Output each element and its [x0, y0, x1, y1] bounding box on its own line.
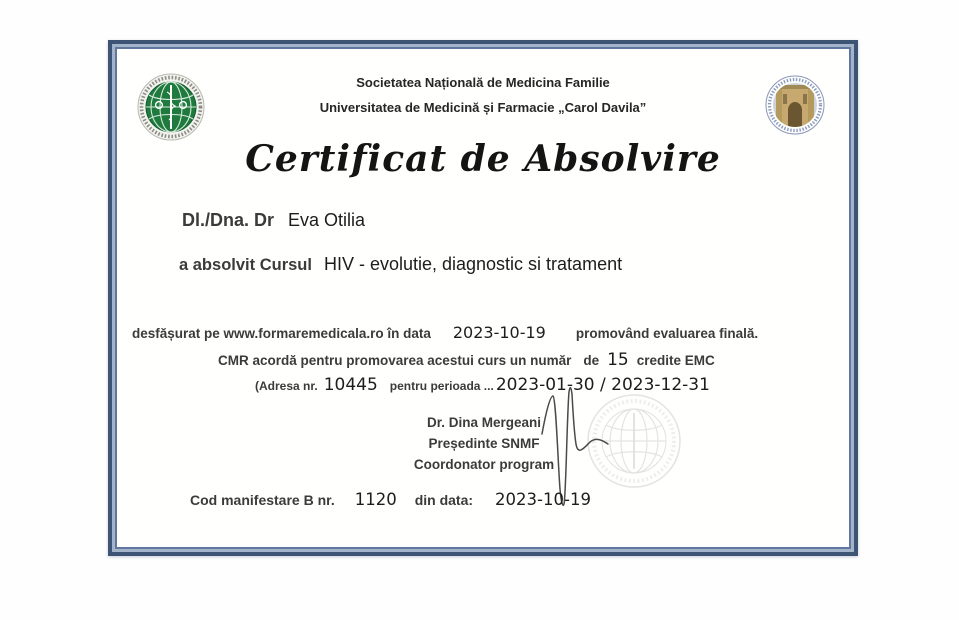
signature-block: [374, 412, 594, 475]
header-org-block: [112, 70, 854, 120]
completion-line: [132, 323, 758, 343]
credits-value: 15: [607, 350, 629, 370]
footer-code: 1120: [354, 490, 397, 509]
certificate-frame: [108, 40, 858, 556]
recipient-line: [182, 210, 365, 231]
signatory-role-president: Președinte SNMF: [428, 436, 540, 451]
recipient-label: Dl./Dna. Dr: [182, 210, 275, 230]
completion-date: 2023-10-19: [452, 323, 546, 342]
credits-label-de: de: [583, 353, 600, 368]
course-label: a absolvit Cursul: [179, 256, 312, 274]
course-name: HIV - evolutie, diagnostic si tratament: [323, 254, 623, 274]
course-line: [179, 254, 622, 275]
credits-label-suffix: credite EMC: [636, 353, 715, 368]
approval-number: 10445: [323, 375, 378, 395]
footer-line: [190, 490, 591, 510]
recipient-name: Eva Otilia: [288, 210, 366, 230]
signatory-role-coordinator: Coordonator program: [413, 457, 555, 472]
footer-label-prefix: Cod manifestare B nr.: [190, 492, 335, 508]
approval-label-prefix: (Adresa nr.: [255, 379, 318, 393]
certificate-title: Certificat de Absolvire: [245, 138, 721, 180]
approval-period: 2023-01-30 / 2023-12-31: [495, 375, 710, 395]
signatory-name: Dr. Dina Mergeani: [426, 415, 542, 430]
footer-label-middle: din data:: [414, 492, 474, 508]
credits-line: [218, 350, 715, 370]
footer-date: 2023-10-19: [495, 490, 591, 509]
credits-label-prefix: CMR acordă pentru promovarea acestui curs un număr: [218, 353, 572, 368]
approval-label-middle: pentru perioada ...: [389, 379, 494, 393]
org-name-line1: Societatea Națională de Medicina Familie: [356, 75, 610, 90]
completion-label-prefix: desfășurat pe www.formaremedicala.ro în data: [132, 326, 431, 341]
org-name-line2: Universitatea de Medicină și Farmacie „Carol Davila”: [319, 100, 647, 115]
completion-label-suffix: promovând evaluarea finală.: [575, 326, 759, 341]
